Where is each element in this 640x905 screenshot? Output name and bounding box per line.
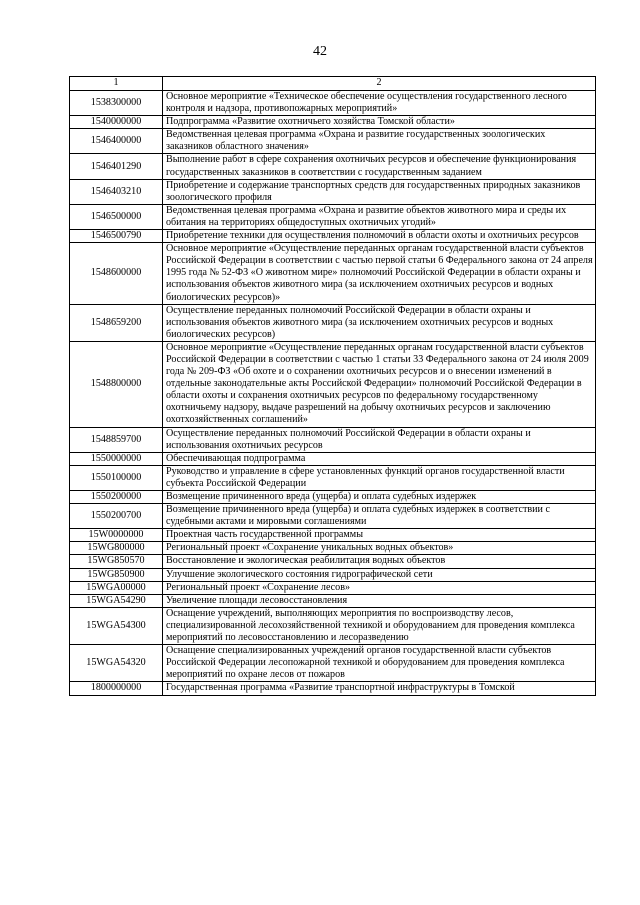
row-description: Осуществление переданных полномочий Российской Федерации в области охраны и использования охотничьих ресурсов <box>163 427 596 452</box>
table-row <box>70 154 596 179</box>
row-description: Возмещение причиненного вреда (ущерба) и оплата судебных издержек в соответствии с судебными актами и мировыми соглашениями <box>163 504 596 529</box>
row-code: 1546401290 <box>70 154 163 179</box>
table-row <box>70 645 596 682</box>
table-row <box>70 204 596 229</box>
row-description: Возмещение причиненного вреда (ущерба) и оплата судебных издержек <box>163 491 596 504</box>
table-row <box>70 529 596 542</box>
table-row <box>70 682 596 695</box>
row-code: 1550100000 <box>70 465 163 490</box>
row-description: Подпрограмма «Развитие охотничьего хозяйства Томской области» <box>163 116 596 129</box>
row-description: Основное мероприятие «Осуществление переданных органам государственной власти субъектов Российской Федерации в соответствии с частью первой статьи 6 Федерального закона от 24 апреля 1995 года № 52-ФЗ «О животном мире» полномочий Российской Федерации в области охраны и использования объектов животного мира (за исключением охотничьих ресурсов и водных биологических ресурсов)» <box>163 243 596 304</box>
table-row <box>70 504 596 529</box>
row-description: Восстановление и экологическая реабилитация водных объектов <box>163 555 596 568</box>
row-description: Осуществление переданных полномочий Российской Федерации в области охраны и использования объектов животного мира (за исключением охотничьих ресурсов и водных биологических ресурсов) <box>163 304 596 341</box>
row-description: Проектная часть государственной программы <box>163 529 596 542</box>
table-row <box>70 555 596 568</box>
table-header-row <box>70 77 596 91</box>
row-description: Приобретение техники для осуществления полномочий в области охоты и охотничьих ресурсов <box>163 230 596 243</box>
row-code: 15WGA54320 <box>70 645 163 682</box>
row-code: 1800000000 <box>70 682 163 695</box>
table-row <box>70 594 596 607</box>
row-description: Ведомственная целевая программа «Охрана и развитие объектов животного мира и среды их обитания на территориях общедоступных охотничьих угодий» <box>163 204 596 229</box>
row-code: 15WGA00000 <box>70 581 163 594</box>
row-code: 1548859700 <box>70 427 163 452</box>
row-description: Основное мероприятие «Осуществление переданных органам государственной власти субъектов Российской Федерации в соответствии с частью 1 статьи 33 Федерального закона от 24 июля 2009 года № 209-ФЗ «Об охоте и о сохранении охотничьих ресурсов и о внесении изменений в отдельные законодательные акты Российской Федерации» полномочий Российской Федерации в области охоты и сохранения охотничьих ресурсов по федеральному государственному охотничьему надзору, выдаче разрешений на добычу охотничьих ресурсов и заключению охотхозяйственных соглашений» <box>163 341 596 427</box>
table-row <box>70 581 596 594</box>
column-header-code: 1 <box>70 77 163 91</box>
row-description: Государственная программа «Развитие транспортной инфраструктуры в Томской <box>163 682 596 695</box>
row-code: 1550200000 <box>70 491 163 504</box>
row-code: 15WG850570 <box>70 555 163 568</box>
table-row <box>70 116 596 129</box>
row-description: Ведомственная целевая программа «Охрана и развитие государственных зоологических заказников областного значения» <box>163 129 596 154</box>
table-row <box>70 452 596 465</box>
row-code: 15WG850900 <box>70 568 163 581</box>
row-description: Увеличение площади лесовосстановления <box>163 594 596 607</box>
row-code: 1548600000 <box>70 243 163 304</box>
row-code: 1546500790 <box>70 230 163 243</box>
table-row <box>70 304 596 341</box>
row-description: Приобретение и содержание транспортных средств для государственных природных заказников зоологического профиля <box>163 179 596 204</box>
row-code: 15WG800000 <box>70 542 163 555</box>
table-row <box>70 91 596 116</box>
table-row <box>70 341 596 427</box>
row-description: Оснащение специализированных учреждений органов государственной власти субъектов Российской Федерации лесопожарной техникой и оборудованием для проведения комплекса мероприятий по охране лесов от пожаров <box>163 645 596 682</box>
table-row <box>70 465 596 490</box>
table-row <box>70 491 596 504</box>
row-code: 15W0000000 <box>70 529 163 542</box>
page-number: 42 <box>313 44 327 59</box>
row-code: 15WGA54290 <box>70 594 163 607</box>
row-description: Региональный проект «Сохранение уникальных водных объектов» <box>163 542 596 555</box>
row-code: 1540000000 <box>70 116 163 129</box>
table-row <box>70 230 596 243</box>
table-row <box>70 568 596 581</box>
table-row <box>70 129 596 154</box>
row-code: 1550200700 <box>70 504 163 529</box>
row-code: 1546400000 <box>70 129 163 154</box>
table-row <box>70 179 596 204</box>
row-code: 15WGA54300 <box>70 607 163 644</box>
row-code: 1550000000 <box>70 452 163 465</box>
column-header-description: 2 <box>163 77 596 91</box>
budget-classification-table <box>69 76 596 696</box>
row-description: Руководство и управление в сфере установленных функций органов государственной власти субъекта Российской Федерации <box>163 465 596 490</box>
row-code: 1548659200 <box>70 304 163 341</box>
row-code: 1546403210 <box>70 179 163 204</box>
table-row <box>70 607 596 644</box>
row-description: Улучшение экологического состояния гидрографической сети <box>163 568 596 581</box>
row-description: Основное мероприятие «Техническое обеспечение осуществления государственного лесного контроля и надзора, противопожарных мероприятий» <box>163 91 596 116</box>
table-row <box>70 427 596 452</box>
row-code: 1546500000 <box>70 204 163 229</box>
row-description: Выполнение работ в сфере сохранения охотничьих ресурсов и обеспечение функционирования государственных заказников в соответствии с государственным заданием <box>163 154 596 179</box>
table-row <box>70 243 596 304</box>
row-description: Оснащение учреждений, выполняющих мероприятия по воспроизводству лесов, специализированной лесохозяйственной техникой и оборудованием для проведения комплекса мероприятий по лесовосстановлению и лесоразведению <box>163 607 596 644</box>
row-code: 1538300000 <box>70 91 163 116</box>
row-description: Обеспечивающая подпрограмма <box>163 452 596 465</box>
table-row <box>70 542 596 555</box>
row-description: Региональный проект «Сохранение лесов» <box>163 581 596 594</box>
row-code: 1548800000 <box>70 341 163 427</box>
